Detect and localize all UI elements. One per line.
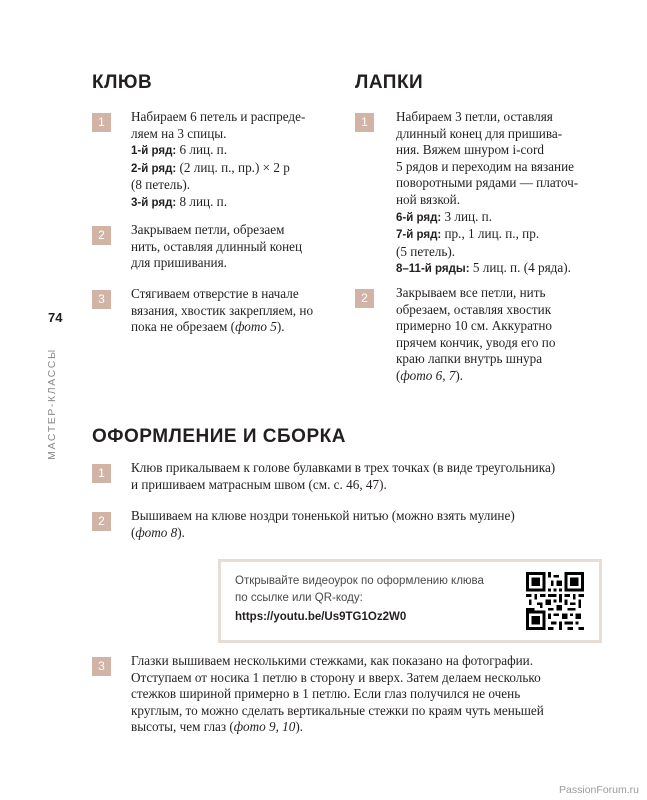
- section-label: МАСТЕР-КЛАССЫ: [46, 348, 58, 460]
- paws-step-1-number: 1: [355, 113, 374, 132]
- beak-step-2-text: Закрываем петли, обрезаем нить, оставляя длинный конец для пришивания.: [131, 222, 303, 271]
- assembly-step-1-number: 1: [92, 464, 111, 483]
- video-callout: [218, 559, 602, 643]
- paws-step-2-number: 2: [355, 289, 374, 308]
- qr-code-icon[interactable]: [526, 572, 584, 630]
- assembly-step-3-text: Глазки вышиваем несколькими стежками, как показано на фотографии. Отступаем от носика 1 петлю в сторону и вверх. Затем делаем несколько стежков шириной примерно в 1 петлю. Если глаз получился не очень круглым, то можно сделать вертикальные стежки по краям чуть меньшей высоты, чем глаз (фото 9, 10).: [131, 653, 544, 735]
- beak-step-3-text: Стягиваем отверстие в начале вязания, хвостик закрепляем, но пока не обрезаем (фото 5).: [131, 286, 314, 335]
- video-callout-text: Открывайте видеоурок по оформлению клюва по ссылке или QR-коду:: [235, 575, 484, 604]
- assembly-heading: ОФОРМЛЕНИЕ И СБОРКА: [92, 426, 346, 447]
- beak-step-3-number: 3: [92, 290, 111, 309]
- paws-heading: ЛАПКИ: [355, 72, 424, 93]
- beak-step-1-text: Набираем 6 петель и распреде- ляем на 3 спицы. 1-й ряд: 6 лиц. п. 2-й ряд: (2 лиц. п., пр.) × 2 р (8 петель). 3-й ряд: 8 лиц. п.: [131, 109, 306, 209]
- video-link[interactable]: https://youtu.be/Us9TG1Oz2W0: [235, 611, 407, 623]
- assembly-step-2-number: 2: [92, 512, 111, 531]
- beak-step-1-number: 1: [92, 113, 111, 132]
- watermark: PassionForum.ru: [559, 784, 639, 796]
- beak-step-2-number: 2: [92, 226, 111, 245]
- page-number: 74: [48, 310, 63, 325]
- paws-step-1-text: Набираем 3 петли, оставляя длинный конец для пришива- ния. Вяжем шнуром i-cord 5 рядов и переходим на вязание поворотными рядами — платоч- ной вязкой. 6-й ряд: 3 лиц. п. 7-й ряд: пр., 1 лиц. п., пр. (5 петель). 8–11-й ряды: 5 лиц. п. (4 ряда).: [396, 109, 579, 276]
- assembly-step-1-text: Клюв прикалываем к голове булавками в трех точках (в виде треугольника) и пришиваем матрасным швом (см. с. 46, 47).: [131, 460, 556, 492]
- assembly-step-2-text: Вышиваем на клюве ноздри тоненькой нитью (можно взять мулине) (фото 8).: [131, 508, 515, 540]
- assembly-step-3-number: 3: [92, 657, 111, 676]
- beak-heading: КЛЮВ: [92, 72, 153, 93]
- paws-step-2-text: Закрываем все петли, нить обрезаем, оставляя хвостик примерно 10 см. Аккуратно прячем кончик, уводя его по краю лапки внутрь шнура (фото 6, 7).: [396, 285, 556, 383]
